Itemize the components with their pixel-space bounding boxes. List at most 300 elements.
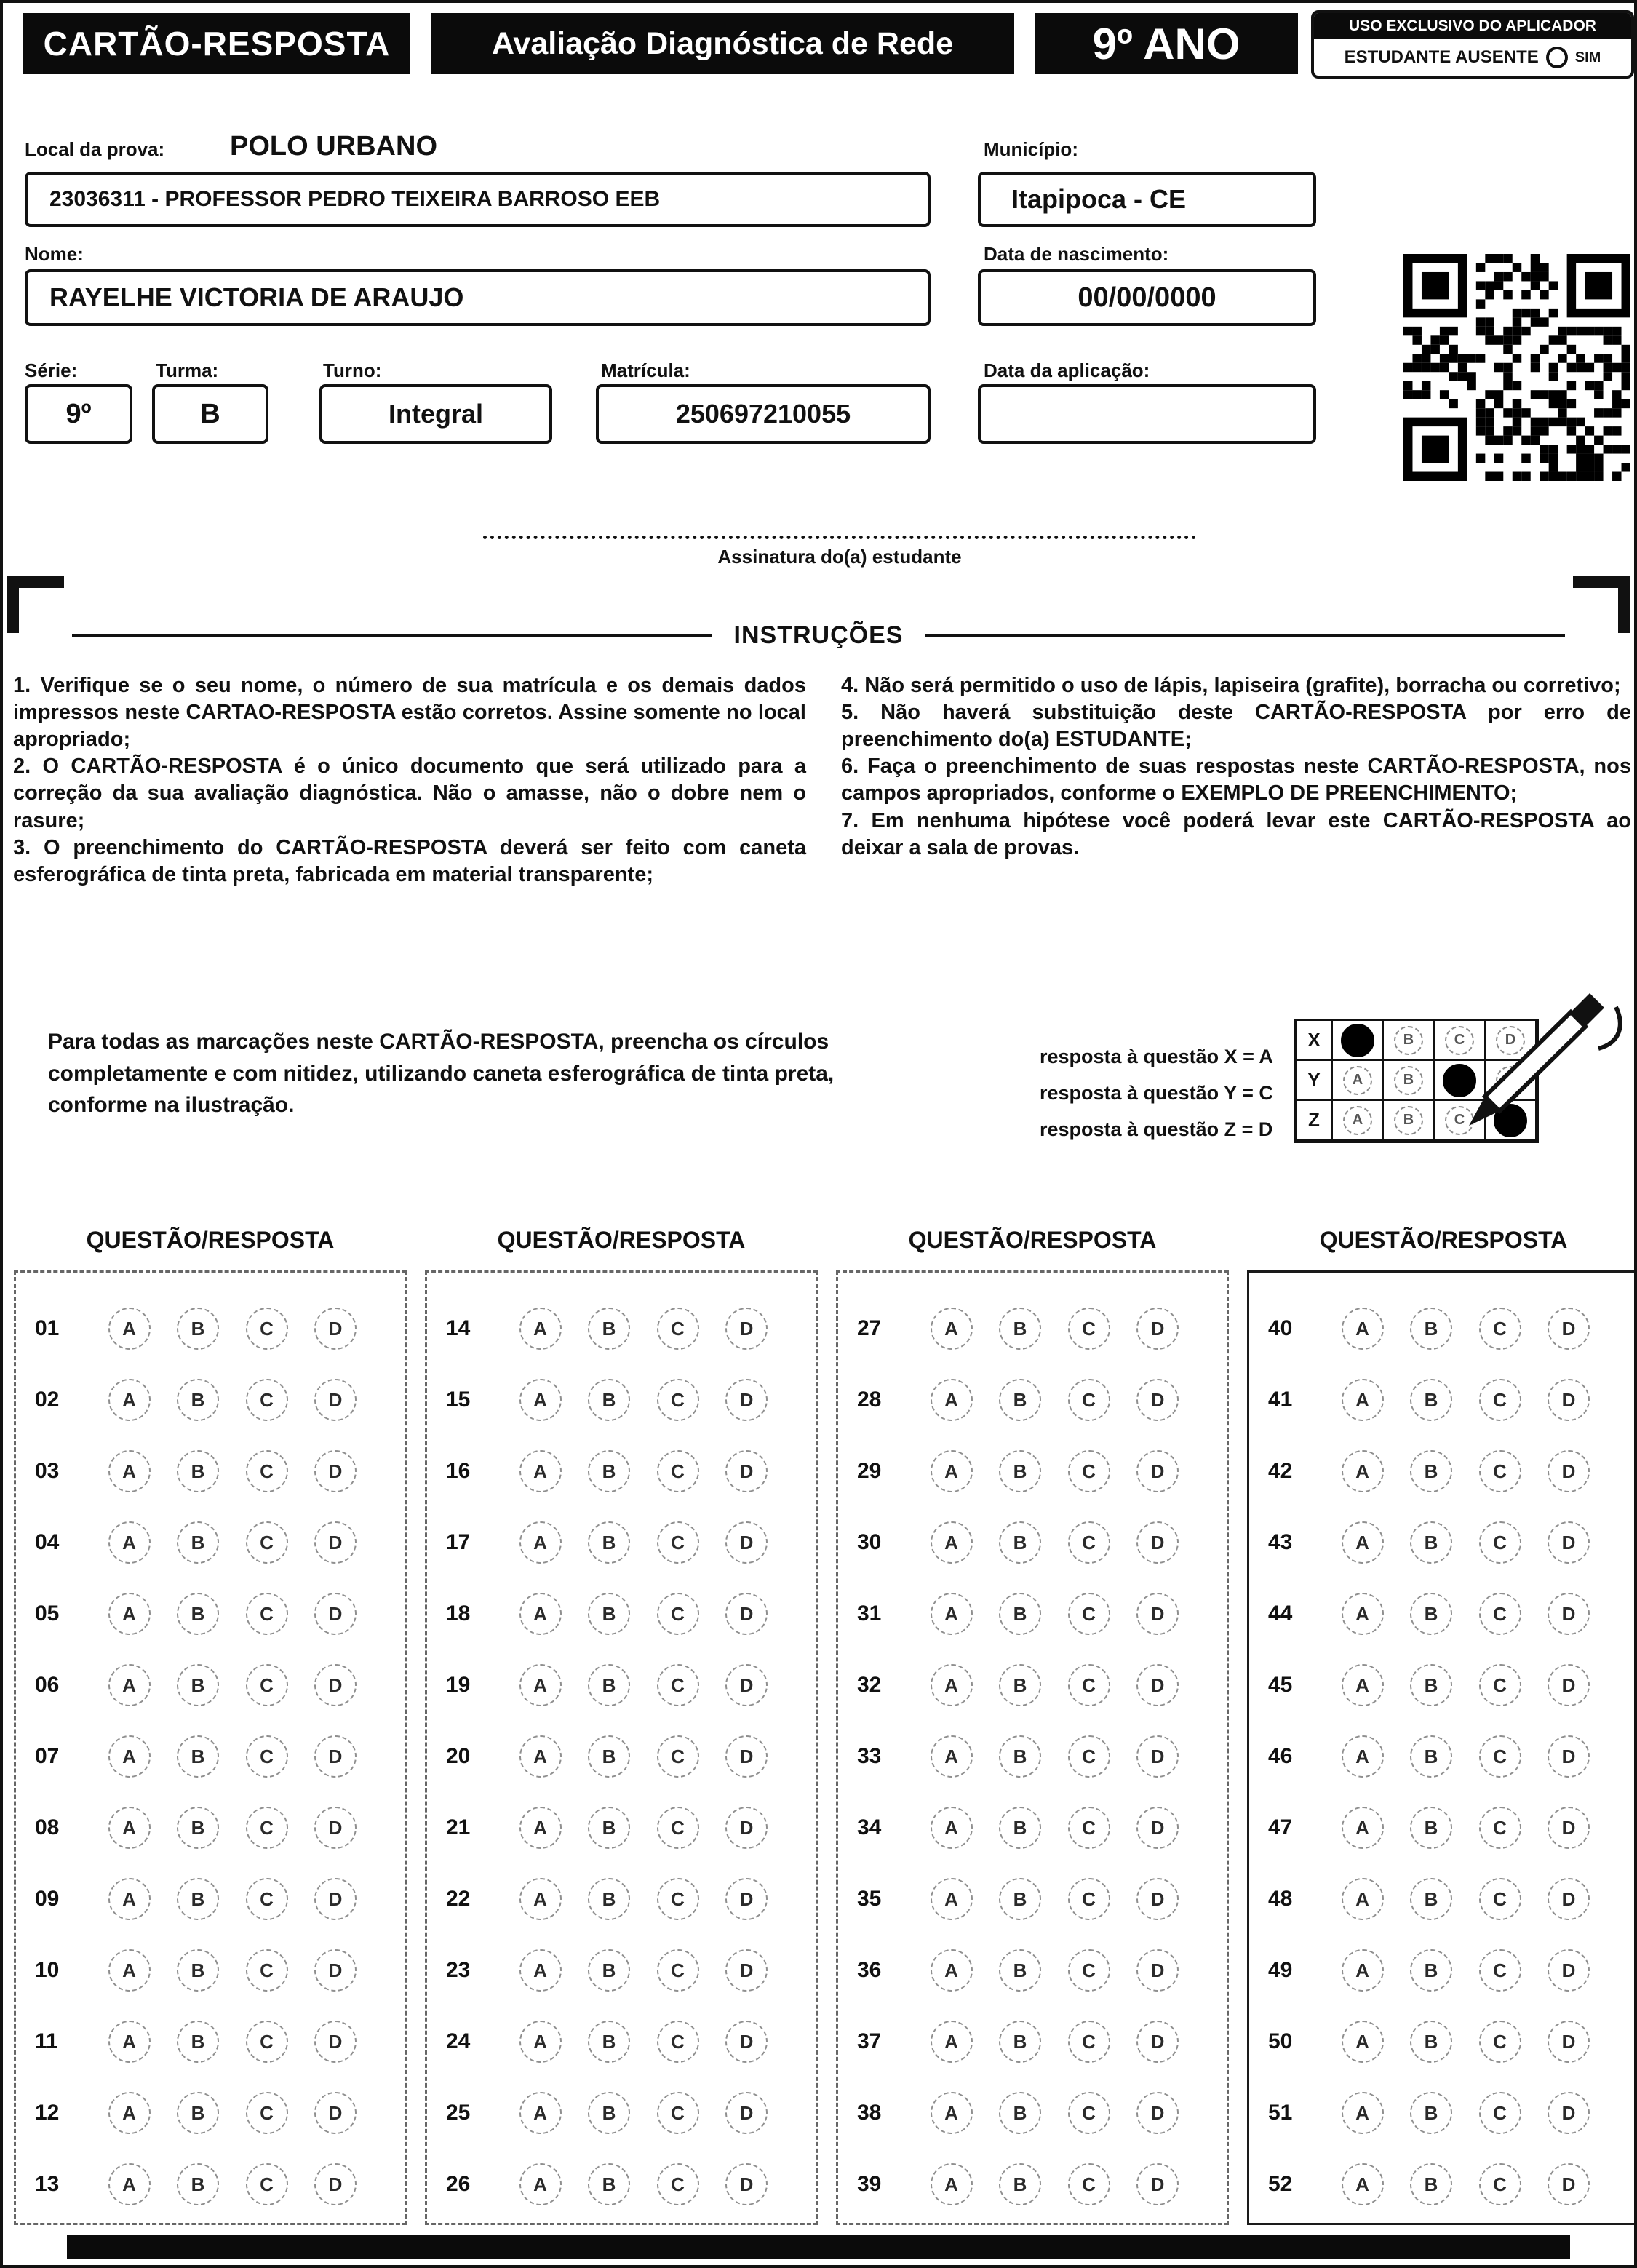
answer-bubble-D[interactable]: D [314, 1521, 357, 1564]
answer-bubble-B[interactable]: B [588, 1878, 630, 1920]
answer-bubble-D[interactable]: D [314, 1379, 357, 1421]
answer-bubble-C[interactable]: C [657, 1664, 699, 1706]
answer-bubble-C[interactable]: C [1068, 1379, 1110, 1421]
answer-bubble-B[interactable]: B [177, 1593, 219, 1635]
answer-bubble-B[interactable]: B [1410, 1593, 1452, 1635]
question-column-header: QUESTÃO/RESPOSTA [1319, 1227, 1568, 1253]
answer-bubble-A[interactable]: A [1342, 1664, 1384, 1706]
signature-label: Assinatura do(a) estudante [717, 546, 962, 568]
answer-bubble-C[interactable]: C [657, 1308, 699, 1350]
answer-bubble-B[interactable]: B [999, 1521, 1041, 1564]
answer-bubble-B[interactable]: B [999, 1949, 1041, 1992]
answer-bubble-A[interactable]: A [519, 1308, 562, 1350]
answer-bubble-D[interactable]: D [1136, 2092, 1179, 2134]
answer-bubble-C[interactable]: C [1479, 1379, 1521, 1421]
answer-bubble-A[interactable]: A [519, 1521, 562, 1564]
answer-bubble-A[interactable]: A [108, 2021, 151, 2063]
answer-bubble-D[interactable]: D [725, 1878, 768, 1920]
corner-bracket-right [1573, 576, 1630, 588]
answer-bubble-D[interactable]: D [314, 1807, 357, 1849]
grade-badge: 9º ANO [1035, 13, 1298, 74]
question-number: 22 [446, 1887, 471, 1911]
answer-bubble-A[interactable]: A [931, 1379, 973, 1421]
answer-bubble-A[interactable]: A [519, 1807, 562, 1849]
answer-bubble-C[interactable]: C [657, 2163, 699, 2205]
answer-bubble-D[interactable]: D [1548, 1521, 1590, 1564]
answer-bubble-C[interactable]: C [657, 1593, 699, 1635]
question-row [1268, 1721, 1590, 1792]
question-row [857, 1721, 1179, 1792]
question-number: 25 [446, 2101, 471, 2125]
answer-bubble-C[interactable]: C [1479, 1521, 1521, 1564]
question-column-header: QUESTÃO/RESPOSTA [497, 1227, 746, 1253]
answer-bubble-A[interactable]: A [931, 1664, 973, 1706]
answer-bubble-D[interactable]: D [1136, 1521, 1179, 1564]
answer-bubble-B[interactable]: B [177, 1450, 219, 1492]
answer-bubble-D[interactable]: D [1136, 1308, 1179, 1350]
question-row [446, 1293, 768, 1364]
question-number: 07 [35, 1744, 60, 1768]
answer-bubble-C[interactable]: C [1479, 1735, 1521, 1778]
answer-bubble-A[interactable]: A [1342, 1593, 1384, 1635]
answer-bubble-D[interactable]: D [1548, 1878, 1590, 1920]
answer-bubble-C[interactable]: C [1068, 1949, 1110, 1992]
answer-bubble-D[interactable]: D [1136, 1450, 1179, 1492]
question-number: 33 [857, 1744, 882, 1768]
answer-bubble-D[interactable]: D [314, 1450, 357, 1492]
answer-bubble-B[interactable]: B [1410, 1450, 1452, 1492]
question-row [1268, 1935, 1590, 2006]
answer-bubble-B[interactable]: B [1410, 2092, 1452, 2134]
instructions-left-column [13, 672, 806, 888]
answer-bubble-A[interactable]: A [108, 2092, 151, 2134]
answer-bubble-D[interactable]: D [1548, 1379, 1590, 1421]
question-number: 50 [1268, 2029, 1293, 2053]
signature-line[interactable] [483, 536, 1196, 539]
answer-bubble-B[interactable]: B [588, 2092, 630, 2134]
question-number: 04 [35, 1530, 60, 1554]
answer-bubble-C[interactable]: C [1479, 1949, 1521, 1992]
turno-value: Integral [388, 399, 484, 429]
question-row [446, 1364, 768, 1436]
answer-bubble-C[interactable]: C [1479, 1593, 1521, 1635]
answer-bubble-D[interactable]: D [725, 1379, 768, 1421]
question-row [446, 1935, 768, 2006]
answer-bubble-B[interactable]: B [588, 2163, 630, 2205]
answer-bubble-C[interactable]: C [1479, 2163, 1521, 2205]
answer-bubble-A[interactable]: A [108, 1521, 151, 1564]
answer-bubble-A[interactable]: A [108, 1949, 151, 1992]
nascimento-label: Data de nascimento: [984, 243, 1169, 265]
question-number: 15 [446, 1388, 471, 1412]
answer-bubble-D[interactable]: D [314, 1878, 357, 1920]
answer-bubble-C[interactable]: C [1068, 2092, 1110, 2134]
question-row [446, 1863, 768, 1935]
question-number: 20 [446, 1744, 471, 1768]
answer-bubble-A[interactable]: A [931, 1593, 973, 1635]
answer-bubble-C[interactable]: C [657, 1379, 699, 1421]
answer-bubble-B[interactable]: B [588, 1664, 630, 1706]
answer-bubble-C[interactable]: C [246, 1379, 288, 1421]
answer-bubble-B[interactable]: B [999, 1735, 1041, 1778]
answer-bubble-C[interactable]: C [657, 1878, 699, 1920]
answer-bubble-C[interactable]: C [246, 1521, 288, 1564]
answer-bubble-C[interactable]: C [246, 1807, 288, 1849]
answer-bubble-D[interactable]: D [314, 1308, 357, 1350]
answer-bubble-D[interactable]: D [725, 1450, 768, 1492]
example-row-label: Z [1295, 1099, 1333, 1141]
aplicacao-field [978, 384, 1316, 444]
answer-bubble-C[interactable]: C [657, 1521, 699, 1564]
question-number: 32 [857, 1673, 882, 1697]
example-caption: resposta à questão Y = C [1040, 1081, 1273, 1104]
answer-bubble-A[interactable]: A [931, 1878, 973, 1920]
answer-bubble-B[interactable]: B [177, 1807, 219, 1849]
answer-bubble-B[interactable]: B [588, 1807, 630, 1849]
answer-bubble-B[interactable]: B [1410, 1807, 1452, 1849]
answer-bubble-C[interactable]: C [1068, 1308, 1110, 1350]
question-row [446, 1650, 768, 1721]
answer-bubble-D[interactable]: D [1136, 1878, 1179, 1920]
answer-bubble-A[interactable]: A [931, 2163, 973, 2205]
answer-bubble-B[interactable]: B [177, 1379, 219, 1421]
answer-bubble-B[interactable]: B [588, 1379, 630, 1421]
answer-bubble-A[interactable]: A [108, 1379, 151, 1421]
example-cell [1382, 1019, 1435, 1061]
example-caption: resposta à questão X = A [1040, 1046, 1273, 1067]
question-row [35, 1436, 357, 1507]
question-row [1268, 2149, 1590, 2220]
question-number: 02 [35, 1388, 60, 1412]
question-row [35, 1935, 357, 2006]
answer-bubble-D[interactable]: D [1136, 1664, 1179, 1706]
example-bubble-A: A [1343, 1066, 1372, 1095]
answer-bubble-A[interactable]: A [519, 1949, 562, 1992]
question-number: 08 [35, 1815, 60, 1839]
answer-bubble-C[interactable]: C [657, 1949, 699, 1992]
question-number: 03 [35, 1459, 60, 1483]
answer-bubble-D[interactable]: D [1136, 1807, 1179, 1849]
answer-bubble-C[interactable]: C [1068, 2163, 1110, 2205]
answer-bubble-C[interactable]: C [1068, 1521, 1110, 1564]
example-bubble-A: A [1343, 1106, 1372, 1135]
answer-bubble-B[interactable]: B [999, 1379, 1041, 1421]
answer-bubble-A[interactable]: A [931, 2021, 973, 2063]
answer-bubble-D[interactable]: D [725, 1807, 768, 1849]
answer-bubble-C[interactable]: C [246, 2092, 288, 2134]
answer-bubble-C[interactable]: C [657, 1450, 699, 1492]
question-row [446, 2006, 768, 2077]
answer-bubble-A[interactable]: A [108, 1735, 151, 1778]
answer-bubble-B[interactable]: B [1410, 1379, 1452, 1421]
answer-bubble-B[interactable]: B [1410, 1878, 1452, 1920]
answer-bubble-C[interactable]: C [657, 1735, 699, 1778]
question-number: 36 [857, 1958, 882, 1982]
answer-bubble-A[interactable]: A [931, 1807, 973, 1849]
answer-bubble-A[interactable]: A [519, 2021, 562, 2063]
answer-bubble-B[interactable]: B [1410, 1664, 1452, 1706]
answer-bubble-A[interactable]: A [519, 2092, 562, 2134]
answer-bubble-B[interactable]: B [177, 1664, 219, 1706]
answer-bubble-D[interactable]: D [1548, 2163, 1590, 2205]
answer-bubble-C[interactable]: C [1479, 1664, 1521, 1706]
question-row [35, 2077, 357, 2149]
answer-bubble-C[interactable]: C [1479, 2092, 1521, 2134]
answer-bubble-C[interactable]: C [246, 1664, 288, 1706]
answer-bubble-C[interactable]: C [246, 1450, 288, 1492]
answer-bubble-B[interactable]: B [999, 1807, 1041, 1849]
answer-bubble-A[interactable]: A [519, 1735, 562, 1778]
municipio-field [978, 172, 1316, 227]
answer-bubble-C[interactable]: C [1068, 2021, 1110, 2063]
answer-bubble-A[interactable]: A [1342, 2092, 1384, 2134]
answer-bubble-B[interactable]: B [177, 1521, 219, 1564]
answer-bubble-A[interactable]: A [519, 1878, 562, 1920]
serie-value: 9º [65, 398, 92, 429]
answer-bubble-C[interactable]: C [1068, 1450, 1110, 1492]
answer-bubble-B[interactable]: B [999, 2021, 1041, 2063]
answer-bubble-C[interactable]: C [1068, 1807, 1110, 1849]
answer-bubble-B[interactable]: B [1410, 2021, 1452, 2063]
answer-bubble-D[interactable]: D [725, 1521, 768, 1564]
answer-bubble-B[interactable]: B [999, 1450, 1041, 1492]
question-row [857, 1364, 1179, 1436]
example-captions [1040, 1039, 1273, 1148]
answer-bubble-A[interactable]: A [519, 1379, 562, 1421]
example-row-label: Y [1295, 1059, 1333, 1101]
question-row [446, 1792, 768, 1863]
answer-bubble-A[interactable]: A [931, 1521, 973, 1564]
answer-bubble-A[interactable]: A [1342, 1379, 1384, 1421]
answer-bubble-A[interactable]: A [1342, 1878, 1384, 1920]
answer-bubble-B[interactable]: B [177, 2021, 219, 2063]
answer-bubble-A[interactable]: A [108, 1308, 151, 1350]
answer-bubble-A[interactable]: A [1342, 1450, 1384, 1492]
answer-bubble-D[interactable]: D [725, 2092, 768, 2134]
answer-bubble-D[interactable]: D [725, 1664, 768, 1706]
answer-bubble-C[interactable]: C [657, 2092, 699, 2134]
answer-bubble-B[interactable]: B [999, 1664, 1041, 1706]
instruction-item: 4. Não será permitido o uso de lápis, lapiseira (grafite), borracha ou corretivo; [841, 674, 1621, 697]
answer-bubble-C[interactable]: C [657, 1807, 699, 1849]
question-number: 27 [857, 1316, 882, 1340]
answer-bubble-B[interactable]: B [177, 1878, 219, 1920]
answer-bubble-D[interactable]: D [314, 2021, 357, 2063]
question-number: 48 [1268, 1887, 1293, 1911]
answer-bubble-D[interactable]: D [725, 1949, 768, 1992]
school-field [25, 172, 931, 227]
question-row [857, 1436, 1179, 1507]
answer-column [1247, 1270, 1637, 2225]
example-cell [1382, 1099, 1435, 1141]
answer-bubble-A[interactable]: A [1342, 1521, 1384, 1564]
answer-bubble-D[interactable]: D [314, 1593, 357, 1635]
answer-bubble-D[interactable]: D [1548, 1450, 1590, 1492]
answer-bubble-D[interactable]: D [1548, 1807, 1590, 1849]
answer-bubble-C[interactable]: C [246, 1949, 288, 1992]
answer-bubble-D[interactable]: D [1136, 1735, 1179, 1778]
student-absent-bubble[interactable] [1546, 47, 1568, 68]
answer-bubble-C[interactable]: C [246, 1308, 288, 1350]
answer-bubble-A[interactable]: A [108, 1450, 151, 1492]
answer-bubble-C[interactable]: C [1479, 2021, 1521, 2063]
answer-bubble-B[interactable]: B [588, 1521, 630, 1564]
answer-bubble-D[interactable]: D [1548, 1593, 1590, 1635]
answer-bubble-C[interactable]: C [1479, 1807, 1521, 1849]
answer-bubble-B[interactable]: B [588, 1450, 630, 1492]
answer-bubble-D[interactable]: D [314, 1664, 357, 1706]
answer-bubble-A[interactable]: A [108, 1878, 151, 1920]
answer-bubble-C[interactable]: C [1068, 1664, 1110, 1706]
answer-bubble-C[interactable]: C [1479, 1450, 1521, 1492]
answer-bubble-D[interactable]: D [725, 2021, 768, 2063]
answer-bubble-B[interactable]: B [588, 1949, 630, 1992]
question-row [857, 2077, 1179, 2149]
question-row [857, 1792, 1179, 1863]
answer-bubble-B[interactable]: B [177, 2092, 219, 2134]
answer-bubble-D[interactable]: D [1548, 2021, 1590, 2063]
answer-bubble-B[interactable]: B [177, 2163, 219, 2205]
answer-bubble-A[interactable]: A [519, 1664, 562, 1706]
answer-bubble-D[interactable]: D [1136, 2163, 1179, 2205]
question-row [857, 2006, 1179, 2077]
answer-bubble-C[interactable]: C [1068, 1593, 1110, 1635]
answer-bubble-A[interactable]: A [108, 1593, 151, 1635]
answer-bubble-A[interactable]: A [931, 1735, 973, 1778]
answer-bubble-B[interactable]: B [1410, 1735, 1452, 1778]
answer-bubble-D[interactable]: D [1136, 1379, 1179, 1421]
matricula-label: Matrícula: [601, 359, 690, 381]
answer-bubble-A[interactable]: A [1342, 1949, 1384, 1992]
answer-bubble-D[interactable]: D [314, 1735, 357, 1778]
question-number: 47 [1268, 1815, 1293, 1839]
answer-bubble-B[interactable]: B [1410, 1949, 1452, 1992]
answer-bubble-B[interactable]: B [588, 1593, 630, 1635]
nascimento-value: 00/00/0000 [1078, 282, 1216, 313]
question-number: 01 [35, 1316, 60, 1340]
applicator-exclusive-label: USO EXCLUSIVO DO APLICADOR [1314, 13, 1631, 39]
answer-bubble-A[interactable]: A [1342, 2163, 1384, 2205]
answer-bubble-A[interactable]: A [108, 1664, 151, 1706]
answer-bubble-D[interactable]: D [725, 2163, 768, 2205]
municipio-label: Município: [984, 138, 1078, 160]
answer-bubble-C[interactable]: C [246, 1735, 288, 1778]
turma-field [152, 384, 268, 444]
matricula-value: 250697210055 [675, 399, 851, 429]
answer-bubble-A[interactable]: A [519, 1593, 562, 1635]
answer-bubble-D[interactable]: D [1548, 1664, 1590, 1706]
answer-bubble-C[interactable]: C [1068, 1878, 1110, 1920]
answer-bubble-B[interactable]: B [999, 1308, 1041, 1350]
example-caption: resposta à questão Z = D [1040, 1118, 1273, 1140]
answer-bubble-C[interactable]: C [246, 1593, 288, 1635]
example-row-label: X [1295, 1019, 1333, 1061]
instruction-item: 7. Em nenhuma hipótese você poderá levar este CARTÃO-RESPOSTA ao deixar a sala de provas. [841, 808, 1631, 859]
answer-bubble-A[interactable]: A [931, 2092, 973, 2134]
answer-bubble-C[interactable]: C [1479, 1878, 1521, 1920]
answer-bubble-D[interactable]: D [314, 2163, 357, 2205]
answer-bubble-B[interactable]: B [588, 1735, 630, 1778]
answer-column [836, 1270, 1229, 2225]
answer-bubble-C[interactable]: C [246, 2163, 288, 2205]
answer-bubble-C[interactable]: C [246, 1878, 288, 1920]
answer-bubble-B[interactable]: B [999, 2092, 1041, 2134]
answer-bubble-A[interactable]: A [931, 1450, 973, 1492]
answer-bubble-D[interactable]: D [1136, 1593, 1179, 1635]
qr-code [1403, 254, 1630, 481]
answer-bubble-D[interactable]: D [314, 2092, 357, 2134]
answer-bubble-A[interactable]: A [519, 1450, 562, 1492]
answer-bubble-A[interactable]: A [931, 1308, 973, 1350]
turno-label: Turno: [323, 359, 382, 381]
answer-bubble-A[interactable]: A [1342, 1735, 1384, 1778]
answer-bubble-D[interactable]: D [1548, 1949, 1590, 1992]
question-number: 39 [857, 2172, 882, 2196]
question-row [446, 1436, 768, 1507]
answer-bubble-B[interactable]: B [177, 1308, 219, 1350]
answer-bubble-C[interactable]: C [1479, 1308, 1521, 1350]
answer-bubble-D[interactable]: D [725, 1593, 768, 1635]
answer-column [14, 1270, 407, 2225]
question-row [35, 1792, 357, 1863]
question-number: 05 [35, 1601, 60, 1626]
instruction-item: 6. Faça o preenchimento de suas respostas neste CARTÃO-RESPOSTA, nos campos apropriados, conforme o EXEMPLO DE PREENCHIMENTO; [841, 755, 1631, 805]
serie-label: Série: [25, 359, 78, 381]
answer-bubble-A[interactable]: A [1342, 1308, 1384, 1350]
question-number: 43 [1268, 1530, 1293, 1554]
answer-bubble-B[interactable]: B [1410, 2163, 1452, 2205]
answer-bubble-A[interactable]: A [108, 2163, 151, 2205]
answer-bubble-B[interactable]: B [588, 2021, 630, 2063]
question-number: 19 [446, 1673, 471, 1697]
answer-bubble-B[interactable]: B [999, 1878, 1041, 1920]
answer-bubble-C[interactable]: C [1068, 1735, 1110, 1778]
question-row [35, 1293, 357, 1364]
answer-bubble-C[interactable]: C [246, 2021, 288, 2063]
example-cell [1331, 1019, 1384, 1061]
answer-bubble-D[interactable]: D [1548, 2092, 1590, 2134]
answer-bubble-A[interactable]: A [1342, 2021, 1384, 2063]
answer-bubble-D[interactable]: D [1548, 1735, 1590, 1778]
answer-bubble-D[interactable]: D [1136, 1949, 1179, 1992]
answer-bubble-D[interactable]: D [725, 1735, 768, 1778]
answer-bubble-B[interactable]: B [1410, 1521, 1452, 1564]
answer-bubble-B[interactable]: B [177, 1949, 219, 1992]
answer-bubble-C[interactable]: C [657, 2021, 699, 2063]
answer-bubble-A[interactable]: A [519, 2163, 562, 2205]
answer-bubble-D[interactable]: D [725, 1308, 768, 1350]
answer-bubble-B[interactable]: B [177, 1735, 219, 1778]
answer-bubble-B[interactable]: B [588, 1308, 630, 1350]
question-row [1268, 1436, 1590, 1507]
municipio-value: Itapipoca - CE [1011, 184, 1187, 214]
answer-bubble-B[interactable]: B [999, 2163, 1041, 2205]
answer-bubble-B[interactable]: B [1410, 1308, 1452, 1350]
question-row [857, 1863, 1179, 1935]
answer-bubble-A[interactable]: A [1342, 1807, 1384, 1849]
answer-bubble-B[interactable]: B [999, 1593, 1041, 1635]
answer-bubble-D[interactable]: D [314, 1949, 357, 1992]
sheet-title: CARTÃO-RESPOSTA [23, 13, 410, 74]
question-row [35, 1721, 357, 1792]
answer-bubble-A[interactable]: A [108, 1807, 151, 1849]
question-row [857, 2149, 1179, 2220]
question-row [1268, 1293, 1590, 1364]
answer-bubble-A[interactable]: A [931, 1949, 973, 1992]
answer-bubble-D[interactable]: D [1136, 2021, 1179, 2063]
answer-bubble-D[interactable]: D [1548, 1308, 1590, 1350]
question-row [35, 1650, 357, 1721]
